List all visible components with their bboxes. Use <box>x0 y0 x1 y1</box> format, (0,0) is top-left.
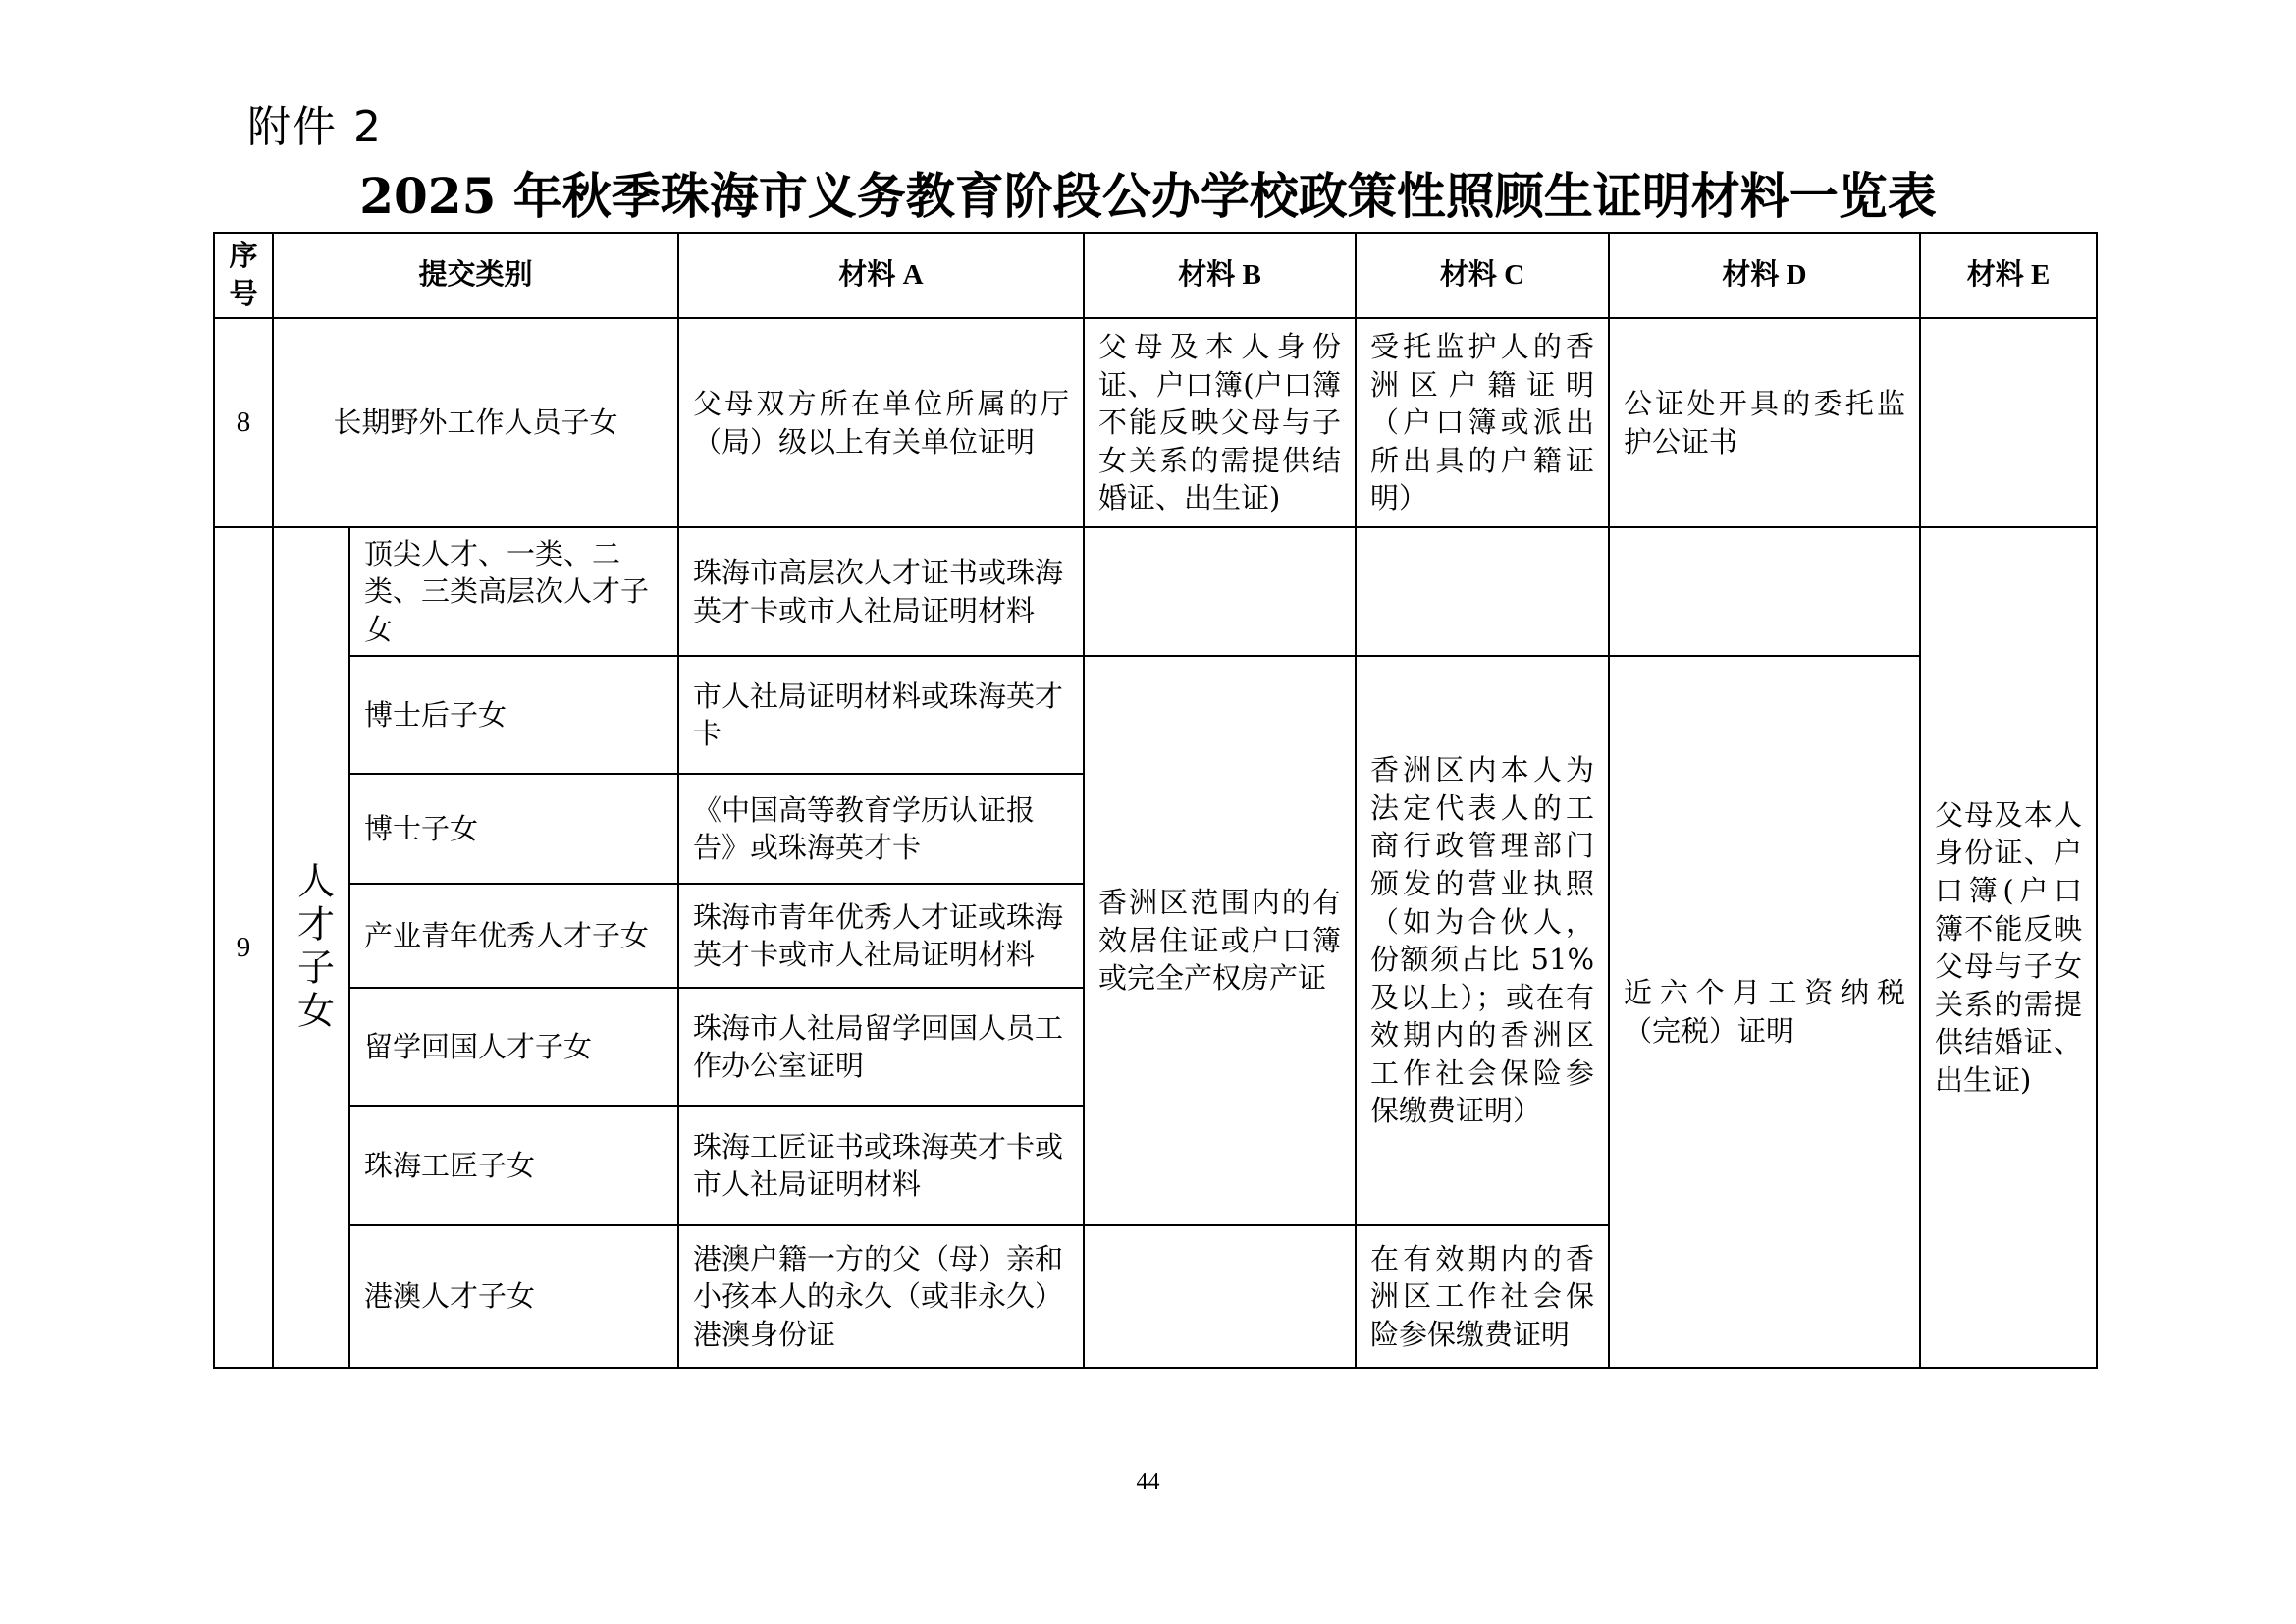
sub-category: 产业青年优秀人才子女 <box>349 884 678 988</box>
table-row <box>214 656 2097 774</box>
row-material-a: 父母双方所在单位所属的厅（局）级以上有关单位证明 <box>678 318 1084 527</box>
row-material-c: 受托监护人的香洲区户籍证明（户口簿或派出所出具的户籍证明） <box>1356 318 1609 527</box>
header-material-a: 材料 A <box>678 233 1084 318</box>
sub-material-a: 珠海工匠证书或珠海英才卡或市人社局证明材料 <box>678 1106 1084 1225</box>
row-seq: 9 <box>214 527 273 1368</box>
attachment-label: 附件 2 <box>247 102 383 152</box>
page-title: 2025 年秋季珠海市义务教育阶段公办学校政策性照顾生证明材料一览表 <box>359 167 1937 225</box>
sub-category: 顶尖人才、一类、二类、三类高层次人才子女 <box>349 527 678 656</box>
empty-cell <box>1084 1225 1356 1368</box>
empty-cell <box>1356 527 1609 656</box>
sub-category: 留学回国人才子女 <box>349 988 678 1106</box>
sub-category: 博士后子女 <box>349 656 678 774</box>
sub-category: 博士子女 <box>349 774 678 884</box>
sub-category: 珠海工匠子女 <box>349 1106 678 1225</box>
shared-material-c: 香洲区内本人为法定代表人的工商行政管理部门颁发的营业执照（如为合伙人，份额须占比 51%及以上）；或在有效期内的香洲区工作社会保险参保缴费证明） <box>1356 656 1609 1225</box>
empty-cell <box>1609 527 1920 656</box>
table-row <box>214 527 2097 656</box>
sub-material-a: 珠海市青年优秀人才证或珠海英才卡或市人社局证明材料 <box>678 884 1084 988</box>
row-category: 长期野外工作人员子女 <box>273 318 678 527</box>
sub-material-a: 珠海市人社局留学回国人员工作办公室证明 <box>678 988 1084 1106</box>
empty-cell <box>1084 527 1356 656</box>
row-material-e <box>1920 318 2097 527</box>
header-material-c: 材料 C <box>1356 233 1609 318</box>
shared-material-d: 近六个月工资纳税（完税）证明 <box>1609 656 1920 1368</box>
table-row <box>214 318 2097 527</box>
group-category-label: 人才子女 <box>291 861 335 1035</box>
row-material-d: 公证处开具的委托监护公证书 <box>1609 318 1920 527</box>
page-number: 44 <box>1136 1469 1160 1494</box>
header-material-b: 材料 B <box>1084 233 1356 318</box>
sub-material-a: 市人社局证明材料或珠海英才卡 <box>678 656 1084 774</box>
sub-material-a: 港澳户籍一方的父（母）亲和小孩本人的永久（或非永久）港澳身份证 <box>678 1225 1084 1368</box>
row-seq: 8 <box>214 318 273 527</box>
shared-material-e: 父母及本人身份证、户口簿(户口簿不能反映父母与子女关系的需提供结婚证、出生证) <box>1920 527 2097 1368</box>
row-material-b: 父母及本人身份证、户口簿(户口簿不能反映父母与子女关系的需提供结婚证、出生证) <box>1084 318 1356 527</box>
shared-material-b: 香洲区范围内的有效居住证或户口簿或完全产权房产证 <box>1084 656 1356 1225</box>
header-seq: 序号 <box>214 233 273 318</box>
header-material-e: 材料 E <box>1920 233 2097 318</box>
materials-table <box>213 232 2098 1369</box>
group-category-cell <box>273 527 349 1368</box>
sub-material-a: 《中国高等教育学历认证报告》或珠海英才卡 <box>678 774 1084 884</box>
table-header-row <box>214 233 2097 318</box>
header-material-d: 材料 D <box>1609 233 1920 318</box>
header-category: 提交类别 <box>273 233 678 318</box>
sub-category: 港澳人才子女 <box>349 1225 678 1368</box>
sub-material-c: 在有效期内的香洲区工作社会保险参保缴费证明 <box>1356 1225 1609 1368</box>
sub-material-a: 珠海市高层次人才证书或珠海英才卡或市人社局证明材料 <box>678 527 1084 656</box>
